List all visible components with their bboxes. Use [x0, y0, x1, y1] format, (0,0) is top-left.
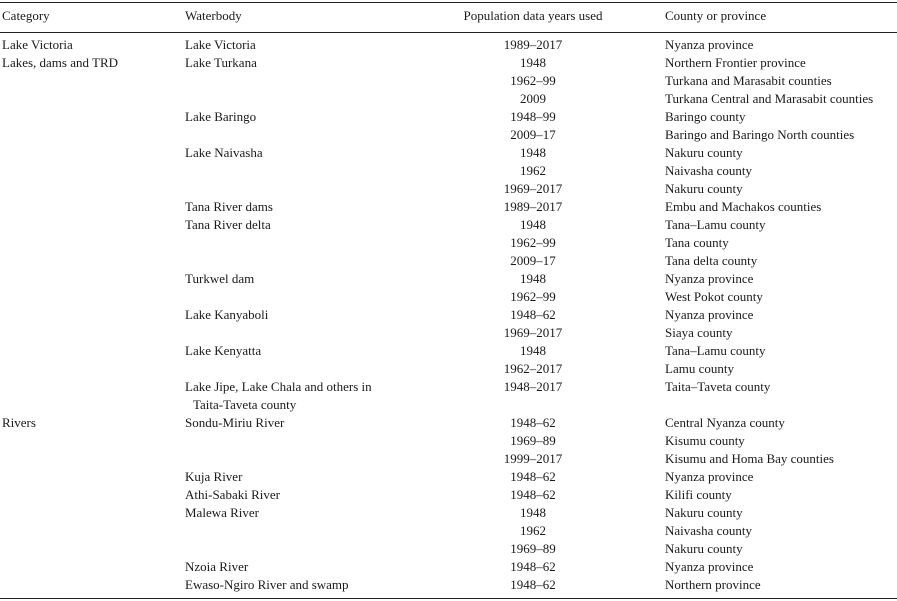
cell-category: Lake Victoria	[2, 37, 73, 52]
cell-county: West Pokot county	[665, 289, 763, 304]
cell-years: 1948	[520, 217, 546, 232]
table-row	[0, 414, 897, 432]
cell-years: 1948	[520, 271, 546, 286]
cell-waterbody: Lake Kanyaboli	[185, 307, 269, 322]
cell-county: Kisumu county	[665, 433, 745, 448]
cell-county: Turkana Central and Marasabit counties	[665, 91, 874, 106]
cell-county: Nakuru county	[665, 181, 743, 196]
header-county: County or province	[665, 8, 767, 23]
cell-waterbody: Tana River dams	[185, 199, 273, 214]
cell-waterbody: Lake Turkana	[185, 55, 257, 70]
cell-years: 2009–17	[510, 127, 556, 142]
top-rule	[0, 2, 897, 3]
cell-county: Lamu county	[665, 361, 734, 376]
table-row	[0, 504, 897, 522]
table-row	[0, 288, 897, 306]
cell-county: Baringo and Baringo North counties	[665, 127, 855, 142]
cell-years: 1962–99	[510, 235, 556, 250]
cell-county: Nyanza province	[665, 559, 754, 574]
table-row	[0, 432, 897, 450]
cell-waterbody: Lake Baringo	[185, 109, 257, 124]
cell-county: Siaya county	[665, 325, 733, 340]
table-body	[0, 36, 897, 594]
cell-county: Turkana and Marasabit counties	[665, 73, 832, 88]
cell-waterbody: Tana River delta	[185, 217, 271, 232]
table-row	[0, 198, 897, 216]
cell-county: Northern province	[665, 577, 761, 592]
cell-county: Kisumu and Homa Bay counties	[665, 451, 834, 466]
cell-years: 1962–99	[510, 289, 556, 304]
cell-years: 1948–2017	[503, 379, 563, 394]
cell-county: Nakuru county	[665, 541, 743, 556]
waterbody-line: Lake Jipe, Lake Chala and others in	[185, 379, 372, 394]
table-row	[0, 306, 897, 324]
table-row	[0, 252, 897, 270]
table-row	[0, 378, 897, 414]
cell-county: Naivasha county	[665, 163, 753, 178]
cell-years: 1989–2017	[503, 199, 563, 214]
cell-county: Northern Frontier province	[665, 55, 806, 70]
cell-waterbody: Lake Kenyatta	[185, 343, 262, 358]
cell-county: Tana county	[665, 235, 729, 250]
table-row	[0, 540, 897, 558]
cell-county: Nakuru county	[665, 145, 743, 160]
cell-years: 1948–99	[510, 109, 556, 124]
cell-years: 1948	[520, 55, 546, 70]
cell-years: 1962	[520, 163, 546, 178]
cell-years: 1962	[520, 523, 546, 538]
table-row	[0, 576, 897, 594]
cell-county: Tana–Lamu county	[665, 217, 766, 232]
cell-years: 1969–2017	[503, 325, 563, 340]
cell-county: Nyanza province	[665, 469, 754, 484]
cell-waterbody: Nzoia River	[185, 559, 249, 574]
cell-years: 1969–2017	[503, 181, 563, 196]
table-row	[0, 468, 897, 486]
cell-waterbody: Lake Naivasha	[185, 145, 263, 160]
cell-waterbody: Lake Victoria	[185, 37, 256, 52]
table-row	[0, 522, 897, 540]
cell-county: Central Nyanza county	[665, 415, 785, 430]
cell-years: 1948–62	[510, 307, 556, 322]
table-row	[0, 324, 897, 342]
table-row	[0, 450, 897, 468]
cell-county: Nyanza province	[665, 37, 754, 52]
cell-years: 1948–62	[510, 415, 556, 430]
table-row	[0, 234, 897, 252]
cell-years: 1948	[520, 505, 546, 520]
table-row	[0, 342, 897, 360]
cell-years: 1948	[520, 343, 546, 358]
cell-waterbody: Sondu-Miriu River	[185, 415, 285, 430]
table-row	[0, 216, 897, 234]
table-row	[0, 36, 897, 54]
cell-county: Baringo county	[665, 109, 746, 124]
table-row	[0, 90, 897, 108]
cell-county: Nyanza province	[665, 271, 754, 286]
cell-years: 1969–89	[510, 433, 556, 448]
cell-waterbody: Malewa River	[185, 505, 260, 520]
table-row	[0, 144, 897, 162]
header-years: Population data years used	[463, 8, 603, 23]
cell-category: Lakes, dams and TRD	[2, 55, 119, 70]
table-row	[0, 360, 897, 378]
header-category: Category	[2, 8, 50, 23]
cell-county: Tana–Lamu county	[665, 343, 766, 358]
cell-years: 1969–89	[510, 541, 556, 556]
cell-waterbody: Athi-Sabaki River	[185, 487, 280, 502]
table-row	[0, 162, 897, 180]
cell-waterbody	[185, 378, 435, 414]
cell-years: 1962–99	[510, 73, 556, 88]
table-row	[0, 558, 897, 576]
cell-years: 1948–62	[510, 469, 556, 484]
header-waterbody: Waterbody	[185, 8, 242, 23]
cell-category: Rivers	[2, 415, 36, 430]
table-row	[0, 180, 897, 198]
cell-waterbody: Turkwel dam	[185, 271, 255, 286]
cell-years: 2009	[520, 91, 546, 106]
cell-years: 1948–62	[510, 487, 556, 502]
cell-years: 1999–2017	[503, 451, 563, 466]
header-rule	[0, 32, 897, 33]
cell-years: 1948–62	[510, 559, 556, 574]
bottom-rule	[0, 598, 897, 599]
cell-years: 1948	[520, 145, 546, 160]
waterbody-line-continued: Taita-Taveta county	[193, 397, 297, 412]
table-row	[0, 486, 897, 504]
cell-county: Nyanza province	[665, 307, 754, 322]
cell-county: Tana delta county	[665, 253, 758, 268]
table-row	[0, 72, 897, 90]
cell-county: Embu and Machakos counties	[665, 199, 822, 214]
table-row	[0, 126, 897, 144]
table-row	[0, 108, 897, 126]
cell-waterbody: Kuja River	[185, 469, 243, 484]
cell-county: Kilifi county	[665, 487, 732, 502]
table-row	[0, 270, 897, 288]
cell-county: Naivasha county	[665, 523, 753, 538]
cell-years: 1948–62	[510, 577, 556, 592]
cell-years: 1962–2017	[503, 361, 563, 376]
cell-years: 2009–17	[510, 253, 556, 268]
cell-county: Nakuru county	[665, 505, 743, 520]
cell-years: 1989–2017	[503, 37, 563, 52]
table-row	[0, 54, 897, 72]
cell-waterbody: Ewaso-Ngiro River and swamp	[185, 577, 349, 592]
cell-county: Taita–Taveta county	[665, 379, 771, 394]
